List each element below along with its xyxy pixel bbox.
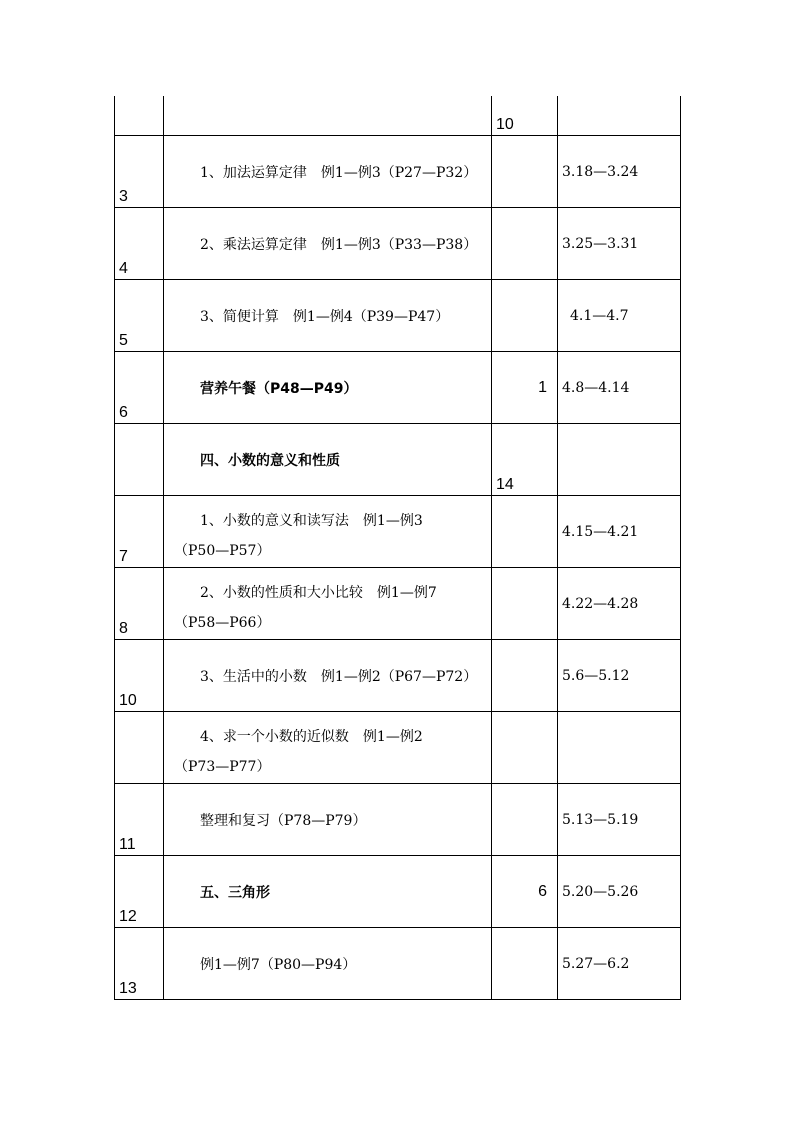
content-cell bbox=[164, 712, 492, 784]
lesson-text: 1、小数的意义和读写法 例1—例3 bbox=[200, 513, 423, 529]
date-range: 4.8—4.14 bbox=[562, 379, 630, 396]
week-number: 12 bbox=[119, 908, 137, 925]
lesson-text: 3、简便计算 例1—例4（P39—P47） bbox=[200, 308, 450, 325]
hours-cell bbox=[492, 96, 558, 136]
week-cell bbox=[115, 568, 164, 640]
table-row bbox=[115, 568, 681, 640]
unit-heading: 五、三角形 bbox=[200, 884, 270, 901]
hours-value: 14 bbox=[496, 476, 514, 493]
week-cell bbox=[115, 928, 164, 1000]
week-cell bbox=[115, 280, 164, 352]
week-number: 6 bbox=[119, 404, 128, 421]
date-range: 5.27—6.2 bbox=[562, 955, 630, 972]
week-number: 4 bbox=[119, 260, 128, 277]
table-row bbox=[115, 352, 681, 424]
table-row bbox=[115, 424, 681, 496]
lesson-pages: （P58—P66） bbox=[174, 615, 271, 631]
schedule-table bbox=[114, 96, 681, 1000]
hours-value: 1 bbox=[538, 378, 547, 396]
week-cell bbox=[115, 352, 164, 424]
hours-cell bbox=[492, 928, 558, 1000]
lesson-pages: （P73—P77） bbox=[174, 759, 271, 775]
content-cell bbox=[164, 568, 492, 640]
hours-cell bbox=[492, 352, 558, 424]
dates-cell bbox=[558, 784, 681, 856]
content-cell bbox=[164, 208, 492, 280]
dates-cell bbox=[558, 352, 681, 424]
hours-cell bbox=[492, 712, 558, 784]
week-cell bbox=[115, 424, 164, 496]
table-row bbox=[115, 280, 681, 352]
hours-cell bbox=[492, 208, 558, 280]
week-number: 11 bbox=[119, 836, 136, 853]
week-number: 13 bbox=[119, 980, 137, 997]
week-cell bbox=[115, 496, 164, 568]
week-number: 3 bbox=[119, 188, 128, 205]
table-row bbox=[115, 856, 681, 928]
dates-cell bbox=[558, 496, 681, 568]
content-cell bbox=[164, 856, 492, 928]
week-cell bbox=[115, 136, 164, 208]
dates-cell bbox=[558, 136, 681, 208]
week-cell bbox=[115, 208, 164, 280]
content-cell bbox=[164, 352, 492, 424]
lesson-text: 营养午餐（P48—P49） bbox=[200, 380, 358, 397]
table-row bbox=[115, 712, 681, 784]
hours-cell bbox=[492, 424, 558, 496]
date-range: 4.22—4.28 bbox=[562, 595, 639, 612]
table-row bbox=[115, 136, 681, 208]
hours-cell bbox=[492, 136, 558, 208]
lesson-text: 2、小数的性质和大小比较 例1—例7 bbox=[200, 585, 437, 601]
date-range: 5.13—5.19 bbox=[562, 811, 639, 828]
lesson-text: 3、生活中的小数 例1—例2（P67—P72） bbox=[200, 668, 478, 685]
lesson-pages: （P50—P57） bbox=[174, 543, 271, 559]
content-cell bbox=[164, 280, 492, 352]
lesson-text: 整理和复习（P78—P79） bbox=[200, 812, 367, 829]
content-cell bbox=[164, 928, 492, 1000]
hours-cell bbox=[492, 640, 558, 712]
dates-cell bbox=[558, 856, 681, 928]
content-cell bbox=[164, 424, 492, 496]
dates-cell bbox=[558, 96, 681, 136]
content-cell bbox=[164, 96, 492, 136]
lesson-text: 2、乘法运算定律 例1—例3（P33—P38） bbox=[200, 236, 478, 253]
hours-cell bbox=[492, 784, 558, 856]
hours-value: 10 bbox=[496, 116, 514, 133]
table-row bbox=[115, 928, 681, 1000]
dates-cell bbox=[558, 424, 681, 496]
dates-cell bbox=[558, 568, 681, 640]
date-range bbox=[562, 712, 680, 783]
table-row bbox=[115, 96, 681, 136]
dates-cell bbox=[558, 928, 681, 1000]
hours-value: 6 bbox=[538, 882, 547, 900]
unit-heading: 四、小数的意义和性质 bbox=[200, 452, 340, 469]
date-range: 4.15—4.21 bbox=[562, 523, 639, 540]
week-number: 5 bbox=[119, 332, 128, 349]
table-row bbox=[115, 784, 681, 856]
week-cell bbox=[115, 856, 164, 928]
table-row bbox=[115, 208, 681, 280]
week-number: 7 bbox=[119, 548, 128, 565]
hours-cell bbox=[492, 568, 558, 640]
dates-cell bbox=[558, 712, 681, 784]
date-range: 3.25—3.31 bbox=[562, 235, 639, 252]
table-row bbox=[115, 640, 681, 712]
lesson-text: 1、加法运算定律 例1—例3（P27—P32） bbox=[200, 164, 478, 181]
dates-cell bbox=[558, 640, 681, 712]
hours-cell bbox=[492, 280, 558, 352]
date-range: 4.1—4.7 bbox=[570, 307, 629, 324]
week-cell bbox=[115, 640, 164, 712]
content-cell bbox=[164, 640, 492, 712]
content-cell bbox=[164, 784, 492, 856]
hours-cell bbox=[492, 496, 558, 568]
hours-cell bbox=[492, 856, 558, 928]
week-cell bbox=[115, 712, 164, 784]
date-range: 3.18—3.24 bbox=[562, 163, 639, 180]
week-cell bbox=[115, 96, 164, 136]
date-range: 5.6—5.12 bbox=[562, 667, 630, 684]
week-number: 8 bbox=[119, 620, 128, 637]
dates-cell bbox=[558, 280, 681, 352]
dates-cell bbox=[558, 208, 681, 280]
lesson-text: 例1—例7（P80—P94） bbox=[200, 956, 357, 973]
week-cell bbox=[115, 784, 164, 856]
date-range: 5.20—5.26 bbox=[562, 883, 639, 900]
table-row bbox=[115, 496, 681, 568]
content-cell bbox=[164, 496, 492, 568]
week-number: 10 bbox=[119, 692, 137, 709]
content-cell bbox=[164, 136, 492, 208]
lesson-text: 4、求一个小数的近似数 例1—例2 bbox=[200, 729, 423, 745]
